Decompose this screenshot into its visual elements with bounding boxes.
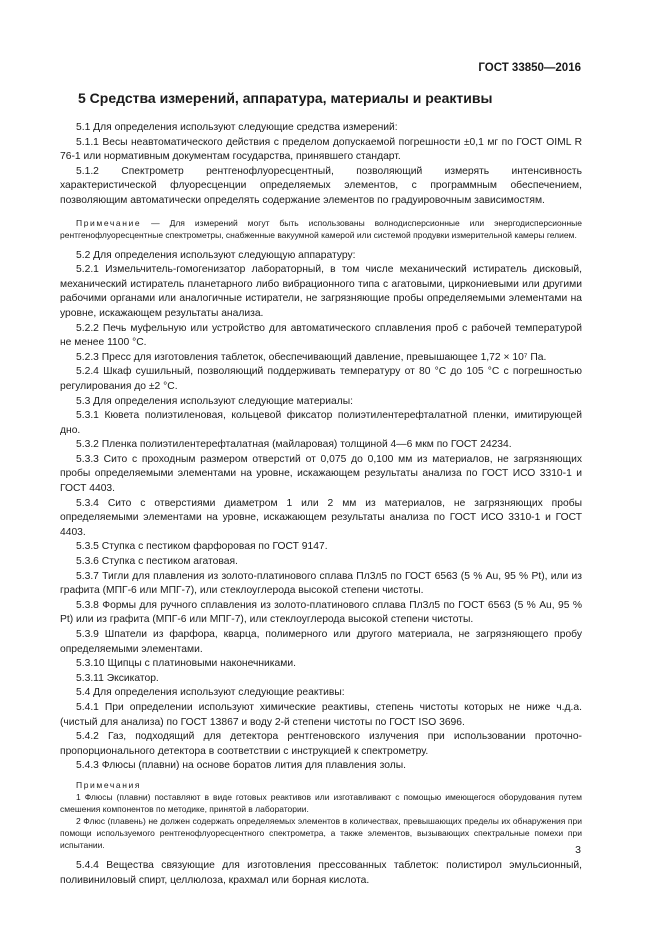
paragraph: 5.3.8 Формы для ручного сплавления из золото-платинового сплава Пл3л5 по ГОСТ 6563 (5 % Au, 95 % Pt) или из графита (МПГ-6 или МПГ-7), или стеклоуглерода высокой степени чистоты. <box>60 599 582 626</box>
paragraph: 5.3.2 Пленка полиэтилентерефталатная (майларовая) толщиной 4—6 мкм по ГОСТ 24234. <box>76 439 512 451</box>
page-content <box>60 90 582 888</box>
paragraph: 5.1.1 Весы неавтоматического действия с пределом допускаемой погрешности ±0,1 мг по ГОСТ OIML R 76-1 или нормативным документам государства, принявшего стандарт. <box>60 136 582 163</box>
note-text: — Для измерений могут быть использованы волнодисперсионные или энергодисперсионные рентгенофлуоресцентные спектрометры, снабженные вакуумной камерой или системой продувки измерительной камеры гелием. <box>60 217 582 240</box>
paragraph: 5.3.5 Ступка с пестиком фарфоровая по ГОСТ 9147. <box>76 541 328 553</box>
paragraph: 5.3.1 Кювета полиэтиленовая, кольцевой фиксатор полиэтилентерефталатной пленки, имитирующей дно. <box>60 410 582 436</box>
paragraph: 5.4 Для определения используют следующие реактивы: <box>76 687 345 699</box>
notes-label: Примечания <box>76 779 142 790</box>
paragraph: 5.2.1 Измельчитель-гомогенизатор лабораторный, в том числе механический истиратель дисковый, механический истиратель планетарного либо вибрационного типа с агатовыми, циркониевыми или другими рабочими органами или аналогичные истиратели, не загрязняющие пробы определяемыми элементами на уровне, искажающем результаты анализа. <box>60 264 582 319</box>
paragraph: 5.1.2 Спектрометр рентгенофлуоресцентный, позволяющий измерять интенсивность характеристической флуоресценции определяемых элементов, с программным обеспечением, позволяющим автоматически определять содержание элементов по градуировочным зависимостям. <box>60 165 582 206</box>
document-code: ГОСТ 33850—2016 <box>478 62 581 74</box>
paragraph: 5.2.4 Шкаф сушильный, позволяющий поддерживать температуру от 80 °С до 105 °С с погрешностью регулирования до ±2 °С. <box>60 366 582 392</box>
note-item: 2 Флюс (плавень) не должен содержать определяемых элементов в количествах, превышающих пределы их обнаружения при помощи используемого рентгенофлуоресцентного спектрометра, а также элементов, вызывающих спектральные помехи при испытании. <box>60 815 582 850</box>
note-label: Примечание <box>76 217 142 228</box>
paragraph: 5.2 Для определения используют следующую аппаратуру: <box>76 249 356 261</box>
paragraph: 5.3.3 Сито с проходным размером отверстий от 0,075 до 0,100 мм из материалов, не загрязняющих пробы определяемыми элементами на уровне, искажающем результаты анализа по ГОСТ ИСО 3310-1 и ГОСТ 4403. <box>60 453 582 495</box>
paragraph: 5.3.4 Сито с отверстиями диаметром 1 или 2 мм из материалов, не загрязняющих пробы определяемыми элементами на уровне, искажающем результаты анализа по ГОСТ ИСО 3310-1 и ГОСТ 4403. <box>60 497 582 538</box>
paragraph: 5.2.2 Печь муфельную или устройство для автоматического сплавления проб с рабочей температурой не менее 1100 °С. <box>60 322 582 349</box>
paragraph: 5.3.7 Тигли для плавления из золото-платинового сплава Пл3л5 по ГОСТ 6563 (5 % Au, 95 % Pt), или из графита (МПГ-6 или МПГ-7), или стеклоуглерода высокой степени чистоты. <box>60 570 582 597</box>
note <box>60 217 582 241</box>
paragraph: 5.4.4 Вещества связующие для изготовления прессованных таблеток: полистирол эмульсионный, поливиниловый спирт, целлюлоза, крахмал или борная кислота. <box>60 859 582 886</box>
paragraph: 5.3.10 Щипцы с платиновыми наконечниками. <box>76 658 296 670</box>
paragraph: 5.4.2 Газ, подходящий для детектора рентгеновского излучения при использовании проточно-пропорционального детектора в соответствии с инструкцией к спектрометру. <box>60 731 582 757</box>
section-title: 5 Средства измерений, аппаратура, материалы и реактивы <box>78 90 493 106</box>
paragraph: 5.3.6 Ступка с пестиком агатовая. <box>76 556 238 568</box>
paragraph: 5.3.11 Эксикатор. <box>76 672 159 684</box>
paragraph: 5.4.3 Флюсы (плавни) на основе боратов лития для плавления золы. <box>76 760 406 772</box>
paragraph: 5.3.9 Шпатели из фарфора, кварца, полимерного или другого материала, не загрязняющего пробу определяемыми элементами. <box>60 629 582 655</box>
note-item: 1 Флюсы (плавни) поставляют в виде готовых реактивов или изготавливают с помощью имеющегося оборудования путем смешения компонентов по методике, принятой в лаборатории. <box>60 791 582 814</box>
paragraph: 5.1 Для определения используют следующие средства измерений: <box>76 122 398 133</box>
paragraph: 5.4.1 При определении используют химические реактивы, степень чистоты которых не ниже ч.д.а. (чистый для анализа) по ГОСТ 13867 и воду 2-й степени чистоты по ГОСТ ISO 3696. <box>60 701 582 728</box>
page-number: 3 <box>575 844 581 856</box>
paragraph: 5.3 Для определения используют следующие материалы: <box>76 395 354 407</box>
paragraph: 5.2.3 Пресс для изготовления таблеток, обеспечивающий давление, превышающее 1,72 × 10⁷ Па. <box>76 351 547 363</box>
